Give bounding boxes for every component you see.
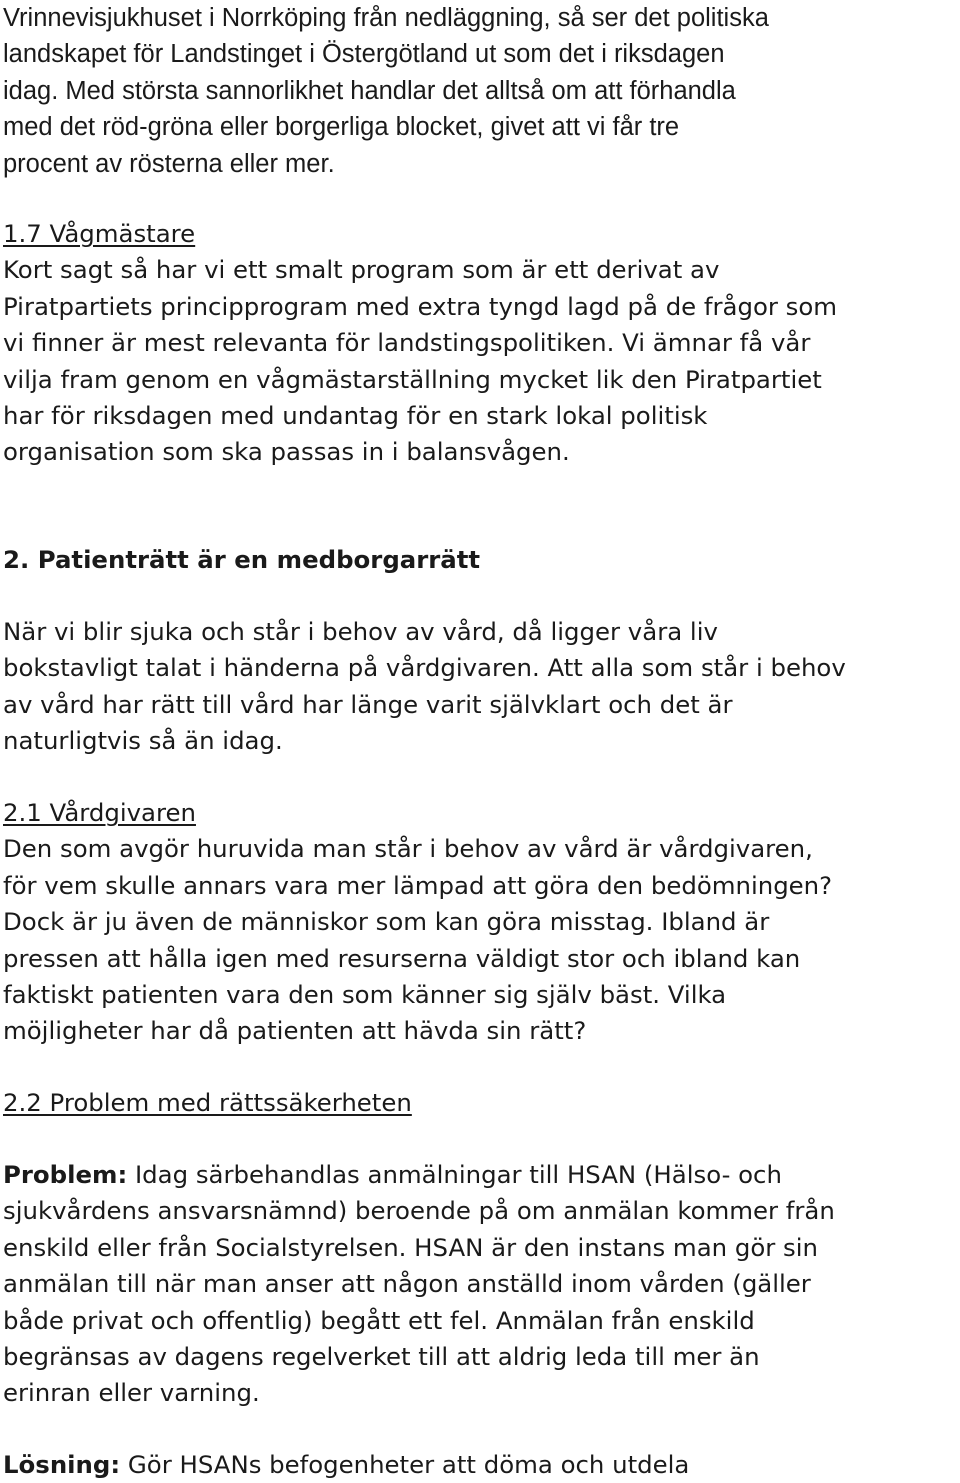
text-line: pressen att hålla igen med resurserna väldigt stor och ibland kan xyxy=(3,943,801,973)
text-line: När vi blir sjuka och står i behov av vård, då ligger våra liv xyxy=(3,617,718,646)
text-line: faktiskt patienten vara den som känner sig själv bäst. Vilka xyxy=(3,979,727,1009)
solution-paragraph xyxy=(3,1447,689,1483)
problem-label: Problem: xyxy=(3,1160,128,1189)
section-2-paragraph xyxy=(3,614,846,760)
text-line: landskapet för Landstinget i Östergötland ut som det i riksdagen xyxy=(3,40,725,69)
problem-paragraph xyxy=(3,1157,835,1412)
text-line: vilja fram genom en vågmästarställning mycket lik den Piratpartiet xyxy=(3,364,822,394)
text-line: organisation som ska passas in i balansvågen. xyxy=(3,437,570,467)
text-line: vi finner är mest relevanta för landstingspolitiken. Vi ämnar få vår xyxy=(3,328,811,358)
text-line: anmälan till när man anser att någon anställd inom vården (gäller xyxy=(3,1269,811,1299)
section-1-7 xyxy=(3,216,837,471)
text-line: erinran eller varning. xyxy=(3,1378,260,1408)
solution-label: Lösning: xyxy=(3,1450,121,1479)
solution-first-text: Gör HSANs befogenheter att döma och utdela xyxy=(120,1450,690,1479)
text-line: Piratpartiets principprogram med extra tyngd lagd på de frågor som xyxy=(3,291,838,321)
text-line: Den som avgör huruvida man står i behov av vård är vårdgivaren, xyxy=(3,834,813,864)
text-line: begränsas av dagens regelverket till att aldrig leda till mer än xyxy=(3,1341,760,1371)
intro-paragraph xyxy=(3,0,769,182)
problem-first-text: Idag särbehandlas anmälningar till HSAN (Hälso- och xyxy=(127,1160,782,1189)
text-line: Dock är ju även de människor som kan göra misstag. Ibland är xyxy=(3,907,770,937)
text-line: för vem skulle annars vara mer lämpad att göra den bedömningen? xyxy=(3,870,833,900)
section-2-heading-block xyxy=(3,542,480,578)
text-line: med det röd-gröna eller borgerliga blocket, givet att vi får tre xyxy=(3,113,680,142)
text-line: både privat och offentlig) begått ett fel. Anmälan från enskild xyxy=(3,1305,755,1335)
section-heading-2-2: 2.2 Problem med rättssäkerheten xyxy=(3,1088,412,1117)
section-heading-1-7: 1.7 Vågmästare xyxy=(3,219,196,248)
section-heading-2-1: 2.1 Vårdgivaren xyxy=(3,798,196,827)
text-line: bokstavligt talat i händerna på vårdgivaren. Att alla som står i behov xyxy=(3,653,846,683)
section-2-1 xyxy=(3,795,832,1050)
text-line: sjukvårdens ansvarsnämnd) beroende på om anmälan kommer från xyxy=(3,1196,835,1226)
text-line: har för riksdagen med undantag för en stark lokal politisk xyxy=(3,400,708,430)
text-line: av vård har rätt till vård har länge varit självklart och det är xyxy=(3,689,733,719)
problem-first-line xyxy=(3,1157,835,1193)
text-line: procent av rösterna eller mer. xyxy=(3,149,335,178)
solution-first-line xyxy=(3,1447,689,1483)
section-2-2-heading-block xyxy=(3,1085,412,1121)
text-line: naturligtvis så än idag. xyxy=(3,726,283,756)
text-line: enskild eller från Socialstyrelsen. HSAN är den instans man gör sin xyxy=(3,1232,818,1262)
text-line: möjligheter har då patienten att hävda sin rätt? xyxy=(3,1016,587,1046)
section-heading-2: 2. Patienträtt är en medborgarrätt xyxy=(3,545,481,574)
text-line: Kort sagt så har vi ett smalt program som är ett derivat av xyxy=(3,255,720,285)
text-line: Vrinnevisjukhuset i Norrköping från nedläggning, så ser det politiska xyxy=(3,4,769,32)
text-line: idag. Med största sannorlikhet handlar det alltså om att förhandla xyxy=(3,76,736,105)
